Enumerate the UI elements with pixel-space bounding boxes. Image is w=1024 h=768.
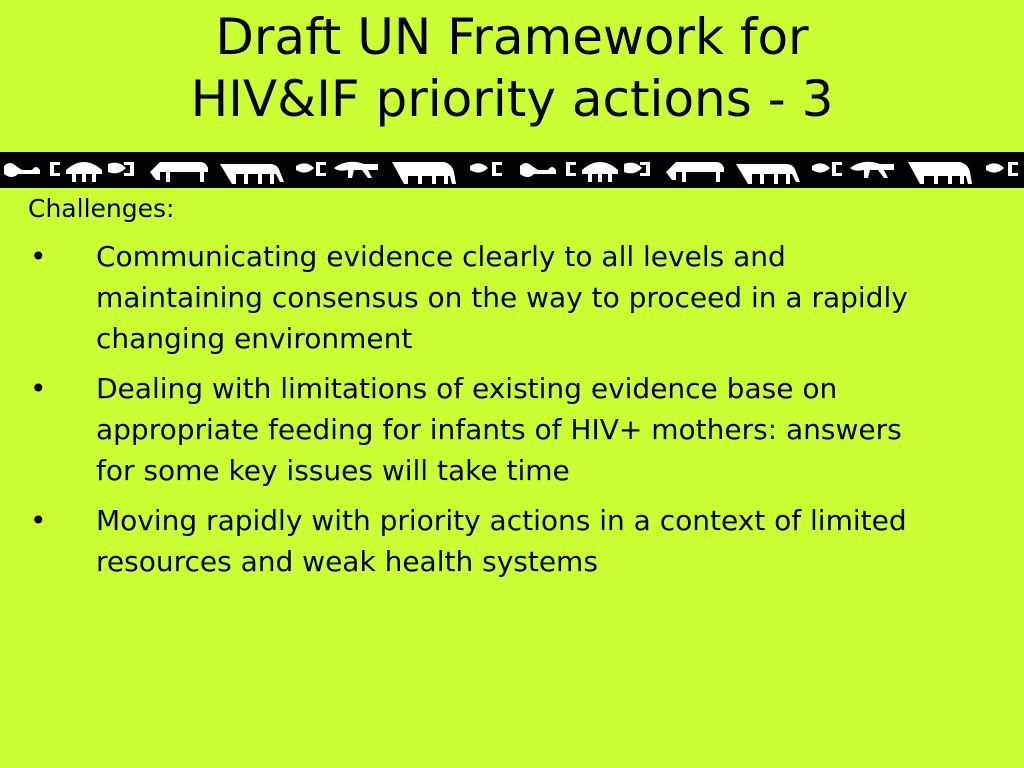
- bullet-text: Communicating evidence clearly to all levels and maintaining consensus on the way to proceed in a rapidly changing environment: [96, 240, 908, 355]
- antelope-shape: [666, 162, 724, 182]
- ornament-bar: [1008, 173, 1018, 176]
- elephant-shape: [908, 162, 972, 184]
- ornament-bar: [566, 173, 576, 176]
- ornament-bar: [316, 162, 326, 165]
- bullet-icon: •: [30, 504, 47, 537]
- ornament-bar: [832, 173, 842, 176]
- antelope-shape: [150, 162, 208, 182]
- slide-title-line-1: Draft UN Framework for: [215, 8, 809, 66]
- turtle-shape: [66, 162, 102, 182]
- ornament-bar: [50, 173, 60, 176]
- bullet-text: Moving rapidly with priority actions in a context of limited resources and weak health systems: [96, 504, 907, 578]
- bird-shape: [4, 163, 40, 177]
- ornament-bar: [492, 162, 502, 165]
- slide-body: [28, 192, 988, 591]
- lizard-shape: [850, 162, 894, 178]
- head-shape: [624, 163, 642, 174]
- decorative-banner: [0, 152, 1024, 188]
- bullet-list: [28, 236, 988, 582]
- turtle-shape: [582, 162, 618, 182]
- ornament-bar: [640, 173, 650, 176]
- bullet-icon: •: [30, 372, 47, 405]
- bullet-item: [28, 368, 946, 491]
- slide-title: [0, 6, 1024, 130]
- ornament-bar: [124, 173, 134, 176]
- tribal-animal-pattern-icon: [0, 152, 1024, 188]
- bullet-icon: •: [30, 240, 47, 273]
- bullet-item: [28, 236, 946, 359]
- head-shape: [108, 163, 126, 174]
- elephant-shape: [736, 164, 800, 184]
- ornament-bar: [492, 173, 502, 176]
- ornament-bar: [124, 162, 134, 165]
- head-shape: [296, 163, 314, 172]
- elephant-shape: [392, 162, 456, 184]
- ornament-bar: [1008, 162, 1018, 165]
- slide-title-line-2: HIV&IF priority actions - 3: [190, 70, 834, 128]
- ornament-bar: [50, 162, 60, 165]
- ornament-bar: [566, 162, 576, 165]
- ornament-bar: [640, 162, 650, 165]
- head-shape: [470, 163, 488, 172]
- bird-shape: [520, 163, 556, 177]
- elephant-shape: [220, 164, 284, 184]
- head-shape: [986, 163, 1004, 172]
- bullet-text: Dealing with limitations of existing evidence base on appropriate feeding for infants of HIV+ mothers: answers for some key issues will take time: [96, 372, 902, 487]
- bullet-item: [28, 500, 946, 582]
- lizard-shape: [334, 162, 378, 178]
- section-heading: Challenges:: [28, 194, 175, 223]
- ornament-bar: [316, 173, 326, 176]
- ornament-bar: [832, 162, 842, 165]
- head-shape: [812, 163, 830, 172]
